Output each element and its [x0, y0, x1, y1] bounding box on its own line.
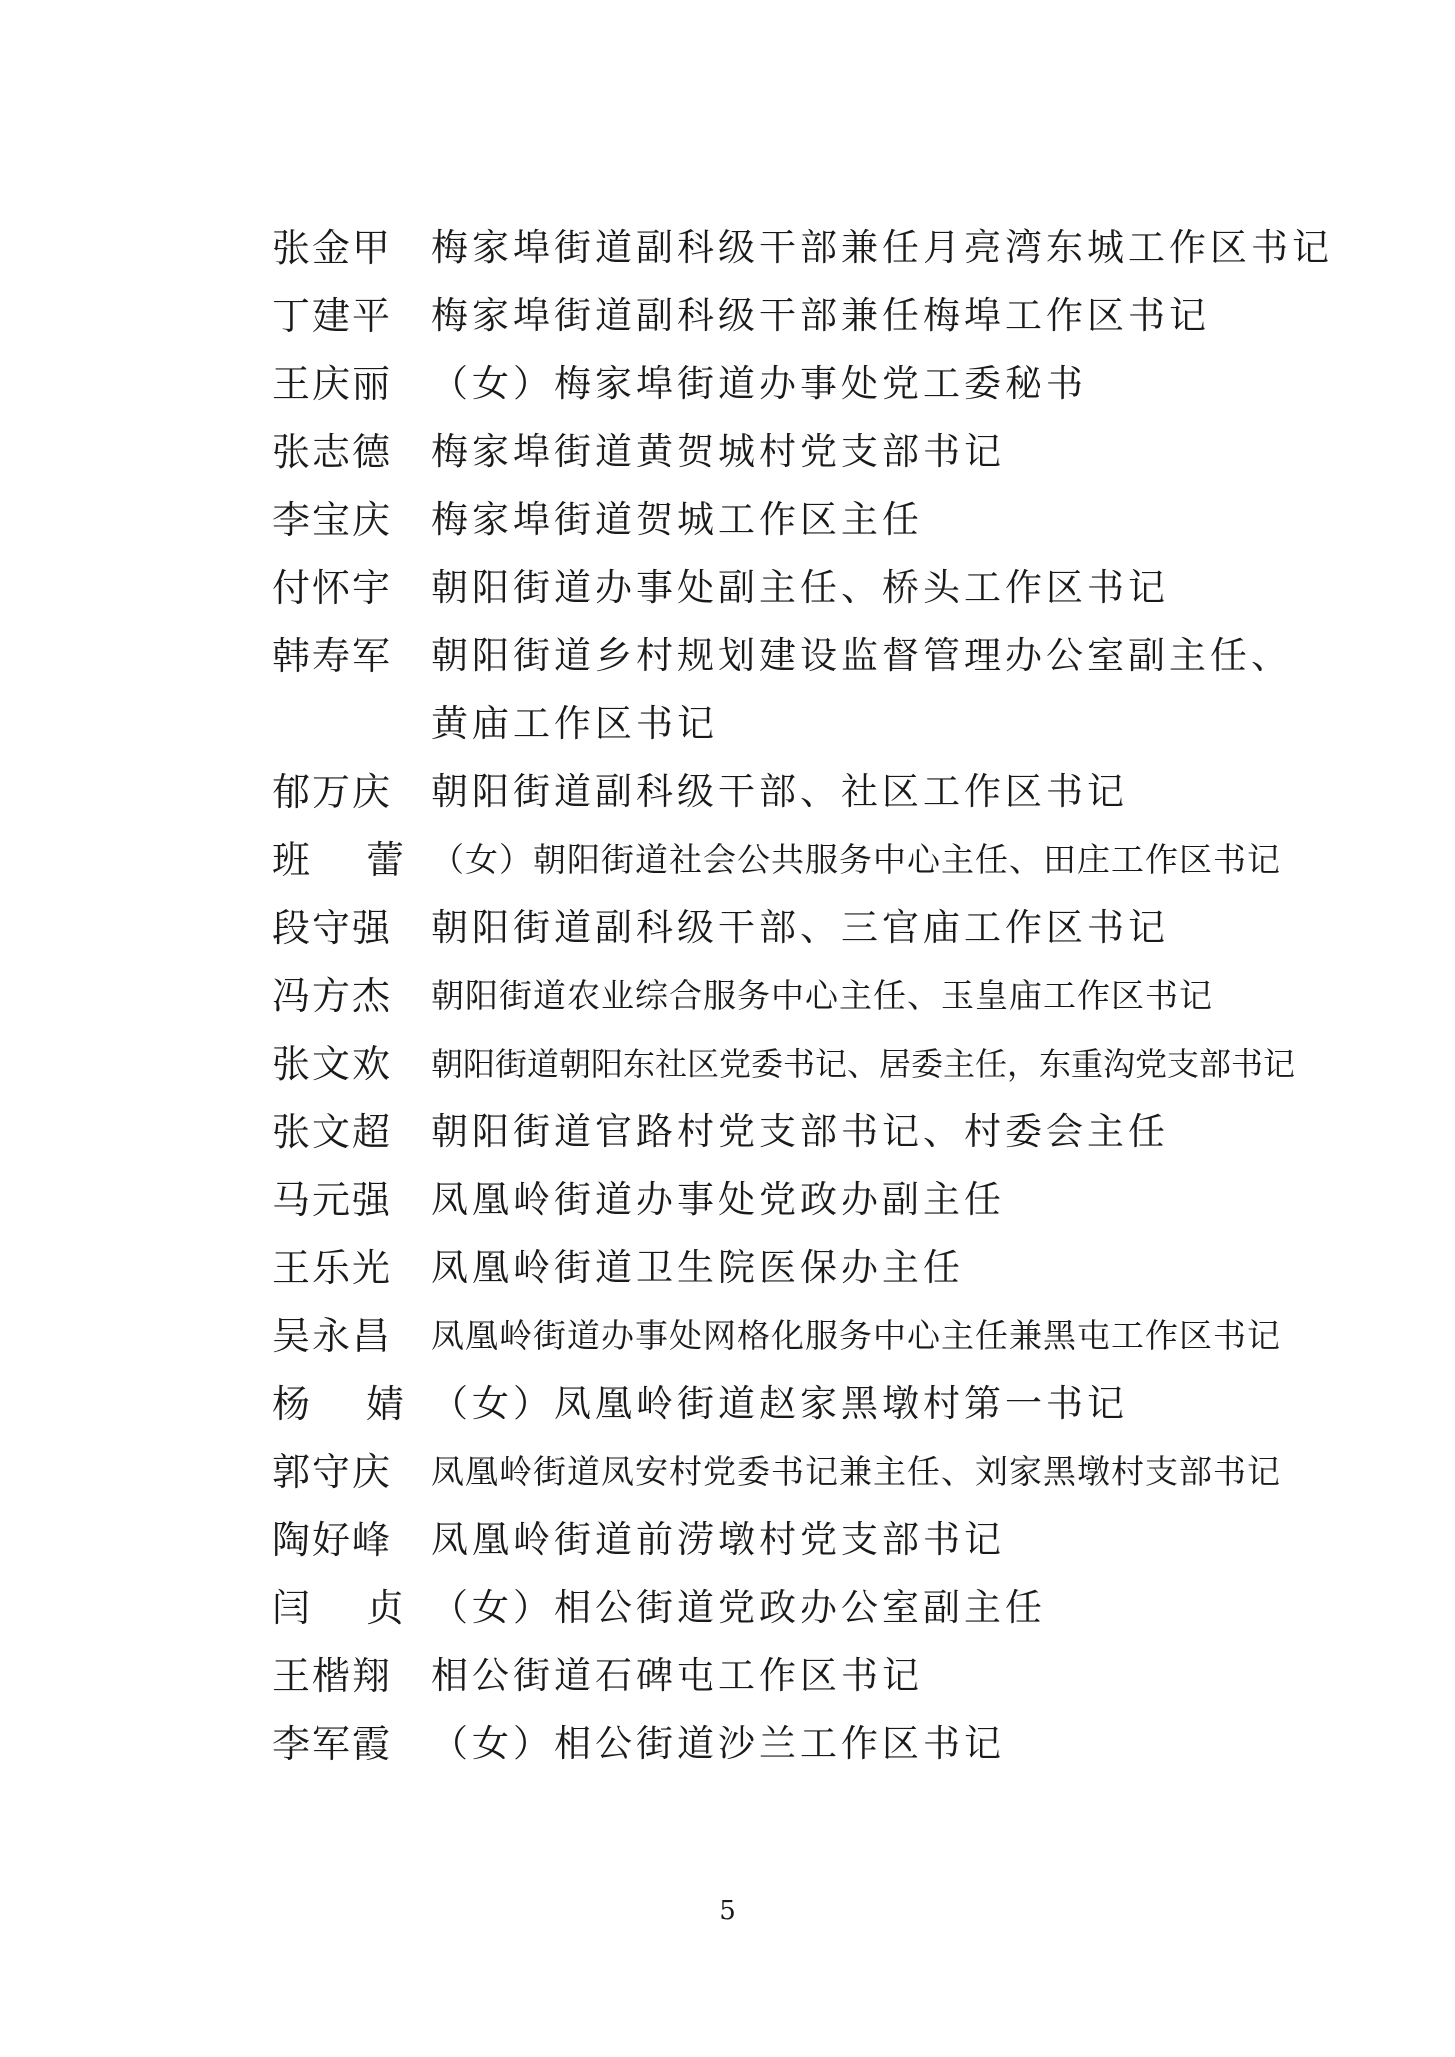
person-name: 王乐光: [272, 1246, 393, 1290]
list-item: [272, 1642, 1272, 1710]
person-name: 丁建平: [272, 294, 393, 338]
person-name: 张文欢: [272, 1042, 393, 1086]
person-title: 相公街道石碑屯工作区书记: [431, 1654, 923, 1697]
personnel-list: [272, 214, 1333, 1778]
list-item: [272, 282, 1272, 350]
person-title: （女）相公街道沙兰工作区书记: [431, 1722, 1005, 1765]
person-title: （女）相公街道党政办公室副主任: [431, 1586, 1046, 1629]
person-name: 张金甲: [272, 226, 393, 270]
person-title: 朝阳街道副科级干部、三官庙工作区书记: [431, 906, 1169, 949]
list-item: [272, 894, 1272, 962]
person-name: 付怀宇: [272, 566, 393, 610]
person-title: 朝阳街道办事处副主任、桥头工作区书记: [431, 566, 1169, 609]
person-name: 李军霞: [272, 1722, 393, 1766]
person-title: （女）凤凰岭街道赵家黑墩村第一书记: [431, 1382, 1128, 1425]
list-item: [272, 1370, 1272, 1438]
person-name: 段守强: [272, 906, 393, 950]
person-name: 王楷翔: [272, 1654, 393, 1698]
person-name: 郭守庆: [272, 1450, 393, 1494]
person-name: 冯方杰: [272, 974, 393, 1018]
person-title: 凤凰岭街道卫生院医保办主任: [431, 1246, 964, 1289]
list-item: [272, 826, 1281, 894]
list-item: [272, 1234, 1272, 1302]
person-title: 凤凰岭街道前涝墩村党支部书记: [431, 1518, 1005, 1561]
person-name: 闫贞: [272, 1586, 461, 1630]
list-item: [272, 554, 1272, 622]
page-number: 5: [719, 1896, 736, 1926]
list-item: [272, 758, 1272, 826]
person-title: 朝阳街道官路村党支部书记、村委会主任: [431, 1110, 1169, 1153]
person-name: 韩寿军: [272, 634, 393, 678]
list-item: [272, 1574, 1272, 1642]
person-title: 朝阳街道副科级干部、社区工作区书记: [431, 770, 1128, 813]
person-name: 马元强: [272, 1178, 393, 1222]
list-item: [272, 214, 1333, 282]
person-name: 陶好峰: [272, 1518, 393, 1562]
person-name: 张文超: [272, 1110, 393, 1154]
list-item: [272, 962, 1272, 1030]
person-name: 张志德: [272, 430, 393, 474]
person-name: 班蕾: [272, 838, 461, 882]
person-title: 朝阳街道乡村规划建设监督管理办公室副主任、 黄庙工作区书记: [431, 634, 1292, 745]
person-name: 郁万庆: [272, 770, 393, 814]
list-item: [272, 1438, 1281, 1506]
person-title: 凤凰岭街道凤安村党委书记兼主任、刘家黑墩村支部书记: [431, 1452, 1281, 1491]
person-title: 梅家埠街道黄贺城村党支部书记: [431, 430, 1005, 473]
list-item: [272, 622, 1292, 758]
person-title: 凤凰岭街道办事处党政办副主任: [431, 1178, 1005, 1221]
person-title: 凤凰岭街道办事处网格化服务中心主任兼黑屯工作区书记: [431, 1316, 1281, 1355]
list-item: [272, 1166, 1272, 1234]
list-item: [272, 1506, 1272, 1574]
person-name: 王庆丽: [272, 362, 393, 406]
list-item: [272, 418, 1272, 486]
person-title: 梅家埠街道副科级干部兼任梅埠工作区书记: [431, 294, 1210, 337]
person-title: 梅家埠街道副科级干部兼任月亮湾东城工作区书记: [431, 226, 1333, 269]
list-item: [272, 1098, 1272, 1166]
person-title: （女）朝阳街道社会公共服务中心主任、田庄工作区书记: [431, 840, 1281, 879]
person-name: 杨婧: [272, 1382, 461, 1426]
list-item: [272, 1030, 1296, 1098]
person-name: 吴永昌: [272, 1314, 393, 1358]
list-item: [272, 486, 1272, 554]
person-title: 梅家埠街道贺城工作区主任: [431, 498, 923, 541]
person-title: 朝阳街道农业综合服务中心主任、玉皇庙工作区书记: [431, 976, 1213, 1015]
list-item: [272, 350, 1272, 418]
person-title: （女）梅家埠街道办事处党工委秘书: [431, 362, 1087, 405]
list-item: [272, 1710, 1272, 1778]
list-item: [272, 1302, 1281, 1370]
person-name: 李宝庆: [272, 498, 393, 542]
person-title: 朝阳街道朝阳东社区党委书记、居委主任，东重沟党支部书记: [431, 1045, 1296, 1083]
